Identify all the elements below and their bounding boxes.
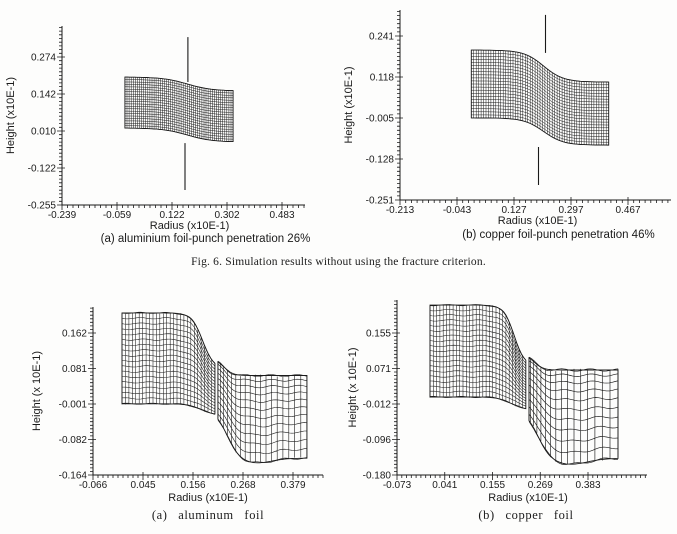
x-tick-label: -0.059 [102,210,132,221]
y-tick-label: -0.005 [365,113,394,125]
y-tick-label: 0.142 [30,89,56,101]
plot-aluminum-foil-fractured [0,290,345,534]
x-tick-label: 0.156 [180,480,206,491]
y-tick-label: -0.096 [362,435,391,446]
x-tick-label: -0.043 [442,205,472,216]
x-tick-label: 0.483 [269,210,295,221]
axis [62,26,305,205]
x-tick-label: 0.045 [130,480,156,491]
x-tick-label: 0.269 [527,480,553,491]
tick-marks [395,11,668,205]
x-axis-label: Radius (x10E-1) [149,220,230,232]
x-tick-label: 0.155 [479,480,506,491]
y-tick-label: -0.128 [365,154,394,166]
x-tick-label: 0.041 [432,480,458,491]
y-tick-label: 0.071 [365,364,391,375]
subplot-caption: (b) copper foil-punch penetration 46% [462,229,655,241]
x-tick-label: 0.383 [575,480,601,491]
x-tick-label: -0.066 [78,480,108,491]
y-tick-label: -0.082 [58,435,87,446]
fe-mesh [529,357,618,464]
y-tick-label: -0.001 [58,399,87,411]
y-axis-label: Height (x 10E-1) [347,347,359,428]
x-tick-label: 0.127 [501,205,527,216]
plot-copper-foil-punch-46 [338,0,677,260]
y-axis-label: Height (x 10E-1) [31,350,43,432]
y-axis-label: Height (x10E-1) [5,76,17,155]
fe-mesh [471,50,608,145]
y-tick-label: -0.164 [58,470,87,482]
y-tick-label: 0.081 [61,364,87,375]
x-tick-label: -0.239 [47,210,77,221]
y-tick-label: 0.162 [61,328,87,340]
mesh-outline [529,358,618,464]
subplot-caption: (a) aluminum foil [151,508,265,522]
y-tick-label: 0.010 [30,126,56,138]
subplot-caption: (a) aluminium foil-punch penetration 26% [100,233,311,245]
plot-copper-foil-fractured [340,290,677,534]
fe-mesh [430,304,526,408]
fe-mesh [122,312,215,414]
x-axis-label: Radius (x10E-1) [488,492,568,504]
x-tick-label: -0.213 [385,205,415,216]
x-tick-label: 0.379 [280,480,306,491]
plot-aluminium-foil-punch-26 [0,0,338,260]
x-axis-label: Radius (x10E-1) [168,492,248,504]
fe-mesh [125,77,233,142]
y-tick-label: -0.122 [27,163,56,175]
x-tick-label: 0.122 [159,210,185,221]
x-axis-label: Radius (x10E-1) [497,215,578,227]
x-tick-label: 0.467 [615,205,641,216]
y-tick-label: -0.255 [27,200,56,212]
y-tick-label: 0.155 [365,328,391,340]
x-tick-label: 0.297 [558,205,584,216]
figure-caption: Fig. 6. Simulation results without using the fracture criterion. [191,256,486,268]
y-tick-label: -0.180 [362,470,391,482]
x-tick-label: 0.302 [214,210,240,221]
y-tick-label: 0.274 [30,52,56,64]
subplot-caption: (b) copper foil [478,508,574,522]
x-tick-label: -0.073 [382,480,412,491]
y-tick-label: 0.241 [368,31,394,43]
y-tick-label: -0.251 [365,195,394,207]
y-axis-label: Height (x10E-1) [343,66,355,144]
fe-mesh [218,361,307,463]
x-tick-label: 0.268 [230,480,256,491]
y-tick-label: -0.012 [362,399,391,411]
y-tick-label: 0.118 [369,72,394,84]
